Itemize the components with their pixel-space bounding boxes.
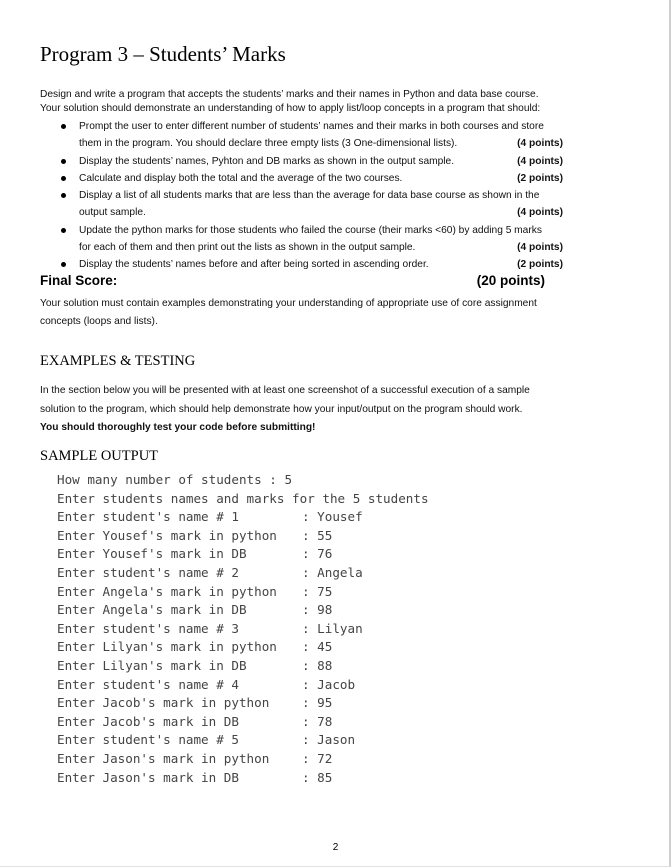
requirement-text: Display a list of all students marks that are less than the average for data base course as shown in the [79, 190, 540, 202]
console-value: : Lilyan [302, 620, 363, 636]
requirement-points: (4 points) [517, 242, 563, 254]
console-prompt: Enter Lilyan's mark in python [57, 639, 277, 655]
examples-line: solution to the program, which should help demonstrate how your input/output on the program should work. [40, 403, 523, 415]
examples-paragraph [40, 382, 600, 438]
requirement-points: (4 points) [517, 138, 563, 150]
console-value: : 72 [302, 750, 333, 766]
examples-heading: EXAMPLES & TESTING [40, 353, 196, 369]
console-row [57, 583, 429, 602]
console-prompt: Enter Yousef's mark in DB [57, 546, 247, 562]
final-score-label: Final Score: [40, 273, 118, 288]
sample-output-heading: SAMPLE OUTPUT [40, 448, 159, 464]
console-row [57, 694, 429, 713]
bullet-icon [61, 262, 66, 267]
intro-line: Your solution should demonstrate an understanding of how to apply list/loop concepts in a program that should: [40, 102, 541, 114]
page-number: 2 [332, 842, 339, 853]
console-value: : 98 [302, 602, 333, 618]
console-row [57, 638, 429, 657]
console-row [57, 676, 429, 695]
requirement-text: Update the python marks for those students who failed the course (their marks <60) by adding 5 marks [79, 224, 542, 236]
console-row [57, 713, 429, 732]
console-value: : 95 [302, 695, 333, 711]
requirement-text: them in the program. You should declare three empty lists (3 One-dimensional lists). [79, 138, 458, 150]
console-row [57, 601, 429, 620]
requirement-text: Prompt the user to enter different number of students’ names and their marks in both courses and store [79, 121, 544, 132]
page-title: Program 3 – Students’ Marks [40, 42, 286, 66]
console-value: : Angela [302, 564, 363, 580]
console-prompt: Enter Jason's mark in DB [57, 769, 239, 785]
console-value: : 85 [302, 769, 333, 785]
console-prompt: Enter Jacob's mark in python [57, 695, 270, 711]
bullet-icon [61, 193, 66, 198]
console-row [57, 508, 429, 527]
requirement-text: Display the students’ names before and after being sorted in ascending order. [79, 259, 429, 271]
intro-paragraph [40, 88, 600, 115]
intro-line: Design and write a program that accepts the students’ marks and their names in Python and data base course. [40, 89, 539, 100]
console-line: How many number of students : 5 [57, 472, 293, 487]
console-prompt: Enter student's name # 1 [57, 509, 239, 525]
bullet-icon [61, 159, 66, 164]
requirement-text: Display the students’ names, Pyhton and DB marks as shown in the output sample. [79, 155, 455, 167]
closing-line: Your solution must contain examples demonstrating your understanding of appropriate use of core assignment [40, 298, 537, 309]
requirement-text: Calculate and display both the total and the average of the two courses. [79, 172, 403, 184]
console-row [57, 657, 429, 676]
console-line: Enter students names and marks for the 5 students [57, 490, 429, 506]
console-prompt: Enter student's name # 4 [57, 676, 239, 692]
requirement-points: (4 points) [517, 155, 563, 167]
console-row [57, 545, 429, 564]
requirement-points: (4 points) [517, 207, 563, 219]
console-prompt: Enter Yousef's mark in python [57, 527, 277, 543]
console-row [57, 750, 429, 769]
examples-line: In the section below you will be presented with at least one screenshot of a successful execution of a sample [40, 385, 530, 396]
console-prompt: Enter Angela's mark in DB [57, 602, 247, 618]
final-score [40, 272, 545, 290]
console-value: : 45 [302, 639, 333, 655]
console-value: : Yousef [302, 509, 363, 525]
console-row [57, 731, 429, 750]
console-prompt: Enter Jason's mark in python [57, 750, 270, 766]
requirement-text: output sample. [79, 207, 146, 219]
requirement-item [57, 187, 563, 222]
requirement-points: (2 points) [517, 172, 563, 184]
console-prompt: Enter Angela's mark in python [57, 583, 277, 599]
console-prompt: Enter Lilyan's mark in DB [57, 657, 247, 673]
requirement-points: (2 points) [517, 259, 563, 271]
console-value: : 88 [302, 657, 333, 673]
requirement-item [57, 222, 563, 257]
console-prompt: Enter student's name # 3 [57, 620, 239, 636]
requirement-item [57, 118, 563, 153]
bullet-icon [61, 228, 66, 233]
console-row [57, 769, 429, 788]
bullet-icon [61, 124, 66, 129]
closing-paragraph [40, 295, 600, 331]
console-value: : Jason [302, 732, 356, 748]
requirement-text: for each of them and then print out the lists as shown in the output sample. [79, 242, 416, 254]
console-value: : 75 [302, 583, 333, 599]
sample-console-output [57, 471, 429, 787]
final-score-points: (20 points) [476, 273, 545, 288]
requirement-item [57, 170, 563, 187]
console-value: : Jacob [302, 676, 356, 692]
closing-line: concepts (loops and lists). [40, 316, 158, 327]
console-prompt: Enter student's name # 2 [57, 564, 239, 580]
console-row [57, 564, 429, 583]
examples-warning: You should thoroughly test your code before submitting! [40, 422, 316, 433]
console-prompt: Enter student's name # 5 [57, 732, 239, 748]
requirement-item [57, 153, 563, 170]
console-prompt: Enter Jacob's mark in DB [57, 713, 239, 729]
console-value: : 76 [302, 546, 333, 562]
console-value: : 55 [302, 527, 333, 543]
console-row [57, 527, 429, 546]
console-row [57, 620, 429, 639]
bullet-icon [61, 176, 66, 181]
requirements-list [57, 118, 563, 274]
console-value: : 78 [302, 713, 333, 729]
